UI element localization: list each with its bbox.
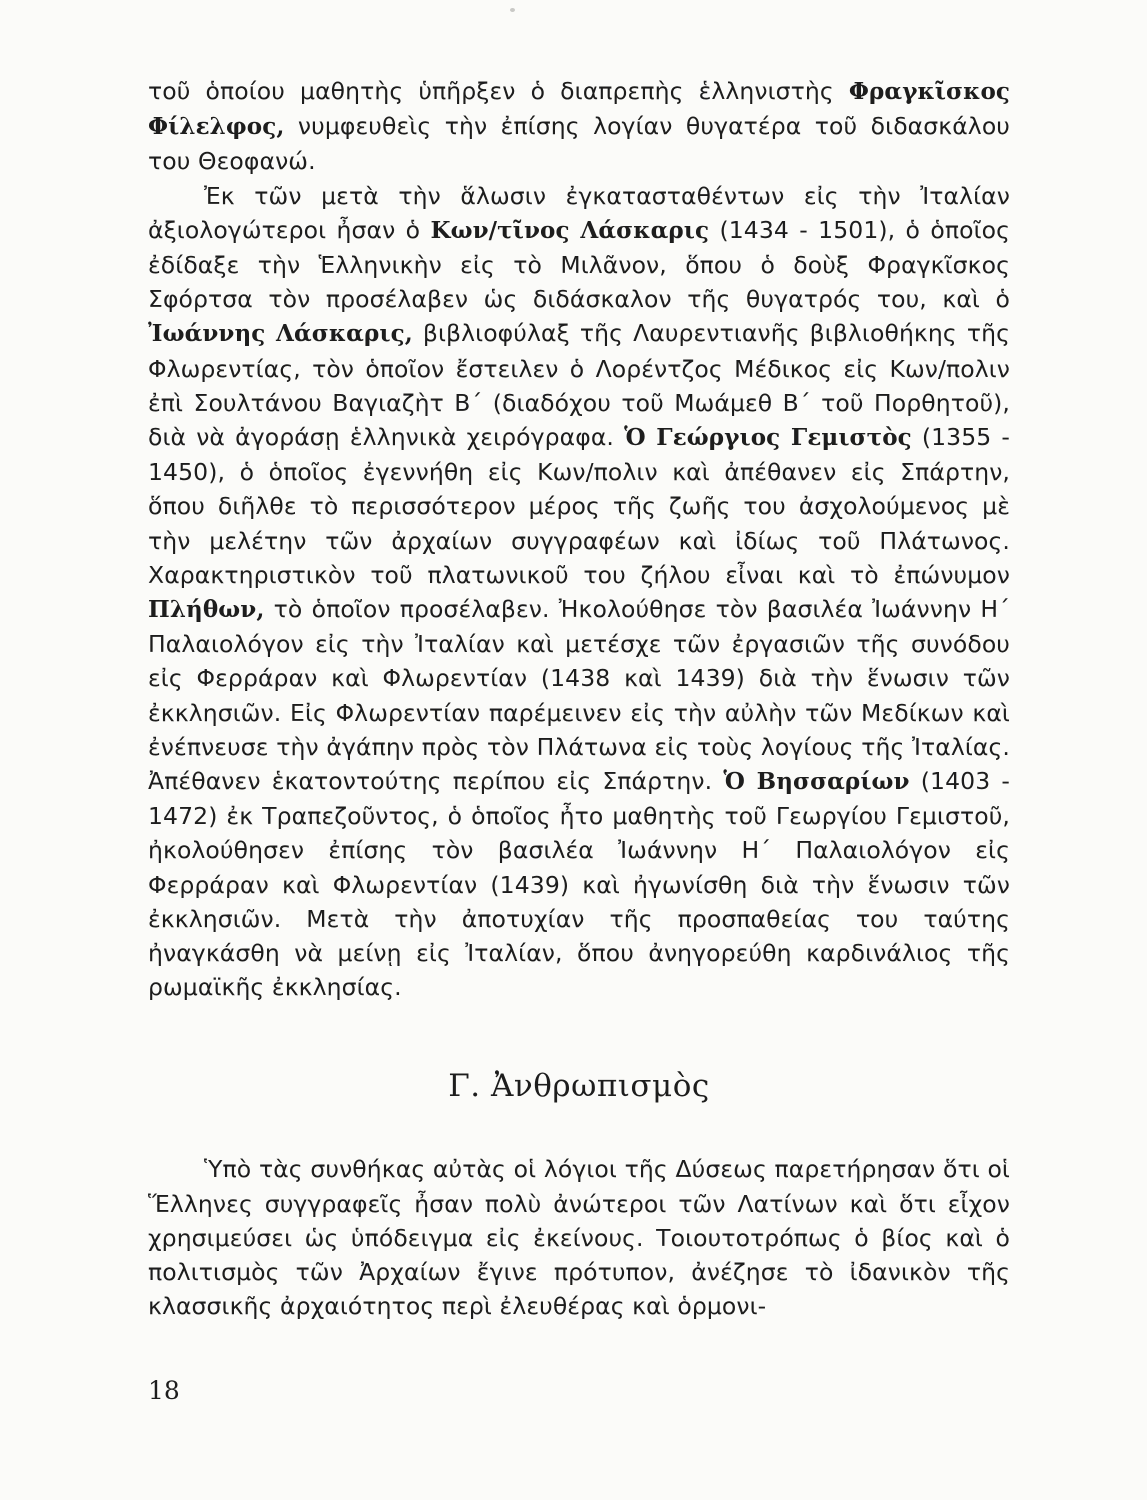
name-ioannis-laskaris: Ἰωάννης Λάσκαρις, <box>148 320 413 348</box>
paragraph-1-text-2: νυμφευθεὶς τὴν ἐπίσης λογίαν θυγατέρα τοῦ διδασκάλου του Θεοφανώ. <box>148 112 1010 176</box>
paragraph-1-text-1: τοῦ ὁποίου μαθητὴς ὑπῆρξεν ὁ διαπρεπὴς ἑλληνιστὴς <box>148 77 849 105</box>
paragraph-2-text-5: τὸ ὁποῖον προσέλαβεν. Ἠκολούθησε τὸν βασιλέα Ἰωάννην Η΄ Παλαιολόγον εἰς τὴν Ἰταλίαν καὶ μετέσχε τῶν ἐργασιῶν τῆς συνόδου εἰς Φερράραν καὶ Φλωρεντίαν (1438 καὶ 1439) διὰ τὴν ἕνωσιν τῶν ἐκκλησιῶν. Εἰς Φλωρεντίαν παρέμεινεν εἰς τὴν αὐλὴν τῶν Μεδίκων καὶ ἐνέπνευσε τὴν ἀγάπην πρὸς τὸν Πλάτωνα εἰς τοὺς λογίους τῆς Ἰταλίας. Ἀπέθανεν ἑκατοντούτης περίπου εἰς Σπάρτην. <box>148 595 1010 796</box>
name-plethon: Πλήθων, <box>148 596 265 624</box>
page-number: 18 <box>148 1376 180 1405</box>
paragraph-2-text-1: Ἐκ τῶν μετὰ τὴν ἅλωσιν ἐγκατασταθέντων εἰς τὴν Ἰταλίαν ἀξιολογώτεροι ἦσαν ὁ <box>148 181 1010 244</box>
name-konstantinos-laskaris: Κων/τῖνος Λάσκαρις <box>430 216 710 244</box>
paragraph-1 <box>148 74 1010 179</box>
name-bessarion: Ὁ Βησσαρίων <box>723 768 910 796</box>
paragraph-3: Ὑπὸ τὰς συνθήκας αὐτὰς οἱ λόγιοι τῆς Δύσεως παρετήρησαν ὅτι οἱ Ἕλληνες συγγραφεῖς ἦσαν πολὺ ἀνώτεροι τῶν Λατίνων καὶ ὅτι εἶχον χρησιμεύσει ὡς ὑπόδειγμα εἰς ἐκείνους. Τοιουτοτρόπως ὁ βίος καὶ ὁ πολιτισμὸς τῶν Ἀρχαίων ἔγινε πρότυπον, ἀνέζησε τὸ ἰδανικὸν τῆς κλασσικῆς ἀρχαιότητος περὶ ἐλευθέρας καὶ ὁρμονι- <box>148 1155 1010 1321</box>
page-body <box>148 74 1010 1324</box>
paragraph-2-text-3: βιβλιοφύλαξ τῆς Λαυρεντιανῆς βιβλιοθήκης τῆς Φλωρεντίας, τὸν ὁποῖον ἔστειλεν ὁ Λορέντζος Μέδικος εἰς Κων/πολιν ἐπὶ Σουλτάνου Βαγιαζὴτ Β΄ (διαδόχου τοῦ Μωάμεθ Β΄ τοῦ Πορθητοῦ), διὰ νὰ ἀγοράσῃ ἑλληνικὰ χειρόγραφα. <box>148 319 1010 452</box>
paragraph-2-text-2: (1434 - 1501), ὁ ὁποῖος ἐδίδαξε τὴν Ἑλληνικὴν εἰς τὸ Μιλᾶνον, ὅπου ὁ δοὺξ Φραγκῖσκος Σφόρτσα τὸν προσέλαβεν ὡς διδάσκαλον τῆς θυγατρός του, καὶ ὁ <box>148 215 1010 314</box>
name-filelfos: Φραγκῖσκος Φίλελφος, <box>148 78 1010 141</box>
section-heading: Γ. Ἀνθρωπισμὸς <box>448 1068 710 1105</box>
scan-speck <box>510 8 515 12</box>
paragraph-2 <box>148 179 1010 1005</box>
paragraph-2-text-6: (1403 - 1472) ἐκ Τραπεζοῦντος, ὁ ὁποῖος ἦτο μαθητὴς τοῦ Γεωργίου Γεμιστοῦ, ἠκολούθησεν ἐπίσης τὸν βασιλέα Ἰωάννην Η΄ Παλαιολόγον εἰς Φερράραν καὶ Φλωρεντίαν (1439) καὶ ἠγωνίσθη διὰ τὴν ἕνωσιν τῶν ἐκκλησιῶν. Μετὰ τὴν ἀποτυχίαν τῆς προσπαθείας του ταύτης ἠναγκάσθη νὰ μείνῃ εἰς Ἰταλίαν, ὅπου ἀνηγορεύθη καρδινάλιος τῆς ρωμαϊκῆς ἐκκλησίας. <box>148 767 1011 1002</box>
name-georgios-gemistos: Ὁ Γεώργιος Γεμιστὸς <box>624 424 912 452</box>
paragraph-2-text-4: (1355 - 1450), ὁ ὁποῖος ἐγεννήθη εἰς Κων/πολιν καὶ ἀπέθανεν εἰς Σπάρτην, ὅπου διῆλθε τὸ περισσότερον μέρος τῆς ζωῆς του ἀσχολούμενος μὲ τὴν μελέτην τῶν ἀρχαίων συγγραφέων καὶ ἰδίως τοῦ Πλάτωνος. Χαρακτηριστικὸν τοῦ πλατωνικοῦ του ζήλου εἶναι καὶ τὸ ἐπώνυμον <box>148 423 1010 589</box>
